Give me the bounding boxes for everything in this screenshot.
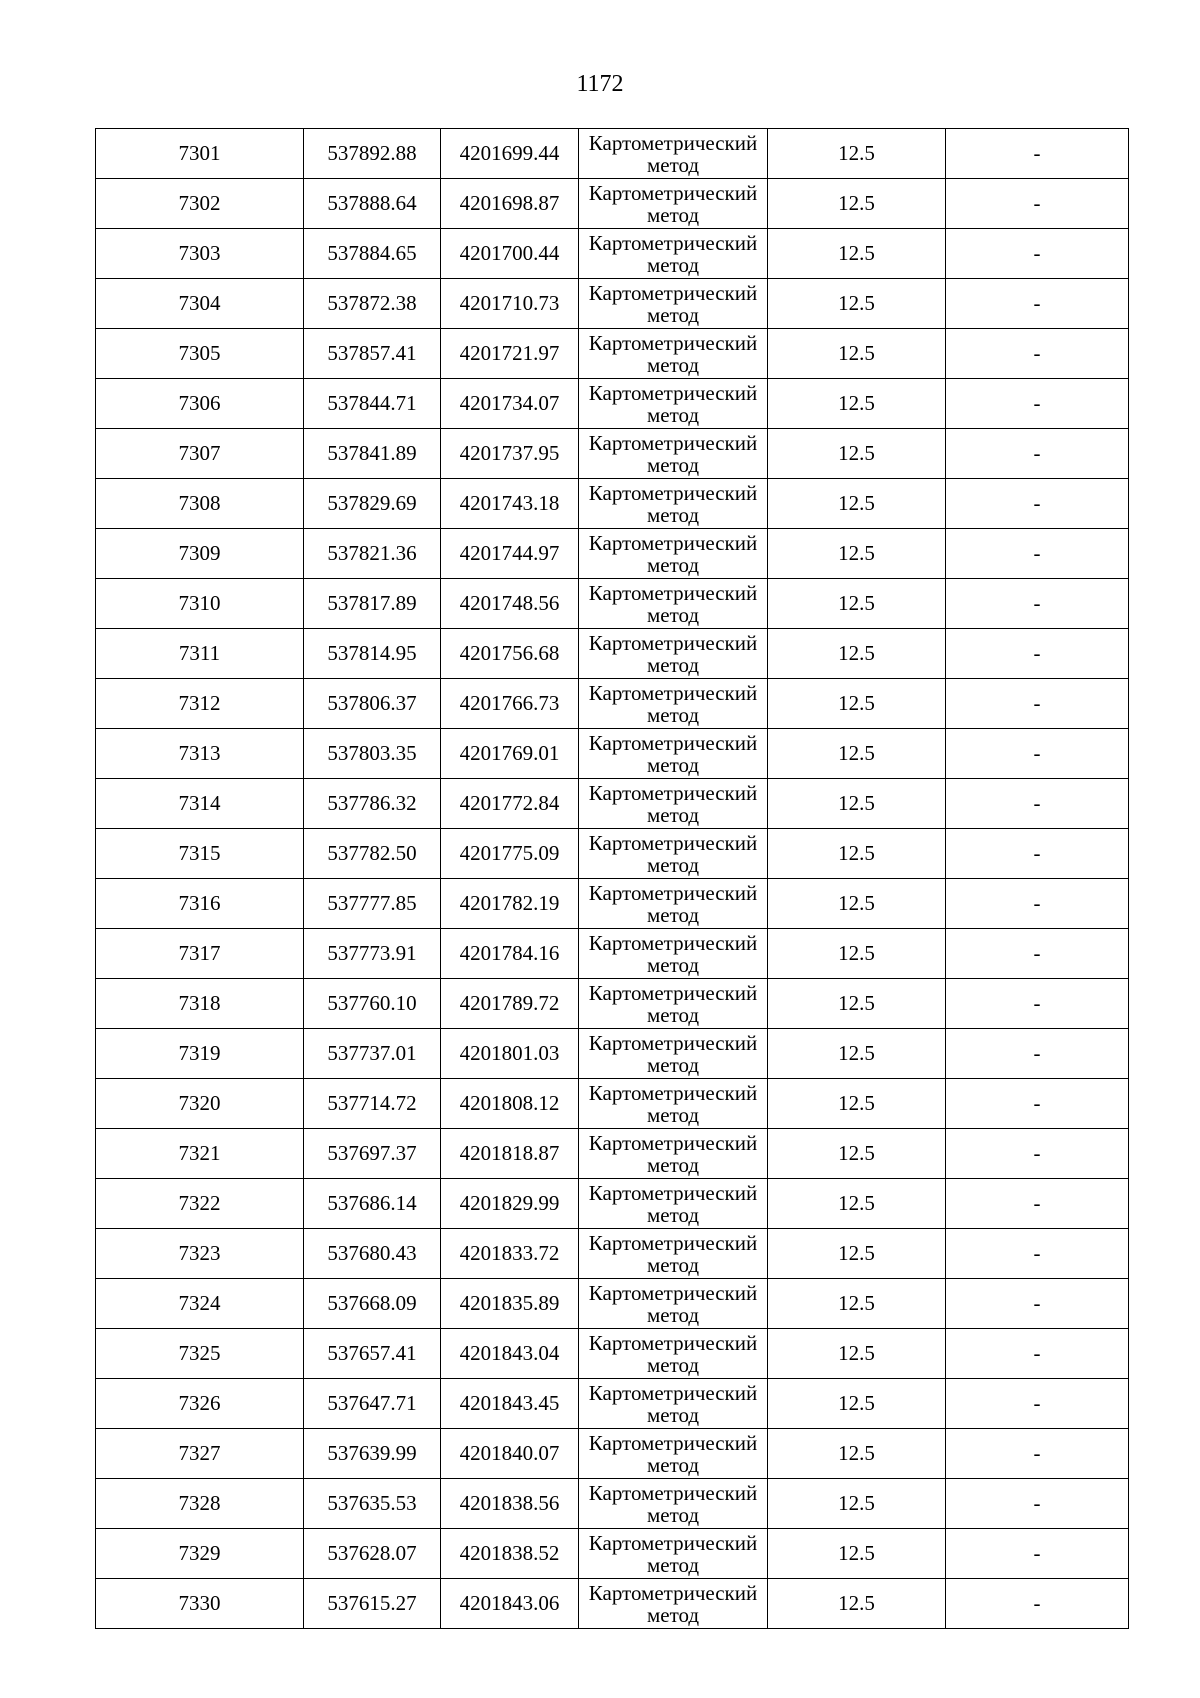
accuracy-cell: 12.5 (768, 1529, 946, 1579)
method-cell (579, 1379, 768, 1429)
note-cell: - (946, 879, 1129, 929)
table-row (96, 1479, 1129, 1529)
method-cell (579, 379, 768, 429)
method-line-2: метод (646, 1152, 700, 1177)
y-coordinate-cell: 4201775.09 (441, 829, 579, 879)
table-row (96, 1129, 1129, 1179)
method-cell (579, 179, 768, 229)
accuracy-cell: 12.5 (768, 1229, 946, 1279)
table-row (96, 579, 1129, 629)
table-row (96, 479, 1129, 529)
method-cell (579, 1429, 768, 1479)
x-coordinate-cell: 537841.89 (304, 429, 441, 479)
method-cell (579, 929, 768, 979)
method-line-1: Картометрический (588, 1080, 758, 1105)
x-coordinate-cell: 537821.36 (304, 529, 441, 579)
point-id-cell: 7312 (96, 679, 304, 729)
point-id-cell: 7320 (96, 1079, 304, 1129)
y-coordinate-cell: 4201699.44 (441, 129, 579, 179)
accuracy-cell: 12.5 (768, 329, 946, 379)
table-row (96, 1029, 1129, 1079)
point-id-cell: 7301 (96, 129, 304, 179)
point-id-cell: 7323 (96, 1229, 304, 1279)
accuracy-cell: 12.5 (768, 429, 946, 479)
point-id-cell: 7302 (96, 179, 304, 229)
y-coordinate-cell: 4201838.52 (441, 1529, 579, 1579)
accuracy-cell: 12.5 (768, 979, 946, 1029)
point-id-cell: 7328 (96, 1479, 304, 1529)
point-id-cell: 7309 (96, 529, 304, 579)
point-id-cell: 7318 (96, 979, 304, 1029)
point-id-cell: 7325 (96, 1329, 304, 1379)
table-row (96, 1579, 1129, 1629)
y-coordinate-cell: 4201721.97 (441, 329, 579, 379)
accuracy-cell: 12.5 (768, 1129, 946, 1179)
method-line-1: Картометрический (588, 480, 758, 505)
method-cell (579, 429, 768, 479)
y-coordinate-cell: 4201833.72 (441, 1229, 579, 1279)
accuracy-cell: 12.5 (768, 1279, 946, 1329)
method-line-2: метод (646, 852, 700, 877)
x-coordinate-cell: 537668.09 (304, 1279, 441, 1329)
x-coordinate-cell: 537635.53 (304, 1479, 441, 1529)
x-coordinate-cell: 537657.41 (304, 1329, 441, 1379)
x-coordinate-cell: 537680.43 (304, 1229, 441, 1279)
point-id-cell: 7315 (96, 829, 304, 879)
x-coordinate-cell: 537737.01 (304, 1029, 441, 1079)
method-cell (579, 779, 768, 829)
table-row (96, 1379, 1129, 1429)
accuracy-cell: 12.5 (768, 1379, 946, 1429)
method-line-2: метод (646, 252, 700, 277)
method-cell (579, 1229, 768, 1279)
method-line-2: метод (646, 1602, 700, 1627)
table-row (96, 129, 1129, 179)
point-id-cell: 7324 (96, 1279, 304, 1329)
accuracy-cell: 12.5 (768, 229, 946, 279)
x-coordinate-cell: 537714.72 (304, 1079, 441, 1129)
point-id-cell: 7304 (96, 279, 304, 329)
accuracy-cell: 12.5 (768, 179, 946, 229)
table-row (96, 429, 1129, 479)
method-line-2: метод (646, 802, 700, 827)
method-line-2: метод (646, 652, 700, 677)
method-line-1: Картометрический (588, 1480, 758, 1505)
y-coordinate-cell: 4201698.87 (441, 179, 579, 229)
x-coordinate-cell: 537806.37 (304, 679, 441, 729)
method-cell (579, 1329, 768, 1379)
table-row (96, 1279, 1129, 1329)
point-id-cell: 7310 (96, 579, 304, 629)
method-cell (579, 279, 768, 329)
x-coordinate-cell: 537888.64 (304, 179, 441, 229)
point-id-cell: 7307 (96, 429, 304, 479)
accuracy-cell: 12.5 (768, 479, 946, 529)
table-row (96, 629, 1129, 679)
note-cell: - (946, 1579, 1129, 1629)
accuracy-cell: 12.5 (768, 529, 946, 579)
method-line-2: метод (646, 1052, 700, 1077)
method-line-1: Картометрический (588, 980, 758, 1005)
accuracy-cell: 12.5 (768, 379, 946, 429)
method-line-1: Картометрический (588, 230, 758, 255)
method-line-1: Картометрический (588, 830, 758, 855)
method-line-1: Картометрический (588, 280, 758, 305)
table-row (96, 679, 1129, 729)
page-number: 1172 (576, 71, 624, 97)
method-cell (579, 1029, 768, 1079)
note-cell: - (946, 579, 1129, 629)
x-coordinate-cell: 537786.32 (304, 779, 441, 829)
accuracy-cell: 12.5 (768, 1329, 946, 1379)
method-line-2: метод (646, 1502, 700, 1527)
method-cell (579, 729, 768, 779)
accuracy-cell: 12.5 (768, 679, 946, 729)
y-coordinate-cell: 4201756.68 (441, 629, 579, 679)
method-cell (579, 1579, 768, 1629)
accuracy-cell: 12.5 (768, 829, 946, 879)
method-line-1: Картометрический (588, 1430, 758, 1455)
method-cell (579, 679, 768, 729)
point-id-cell: 7311 (96, 629, 304, 679)
coordinates-table (95, 128, 1129, 1629)
table-row (96, 729, 1129, 779)
accuracy-cell: 12.5 (768, 1179, 946, 1229)
x-coordinate-cell: 537697.37 (304, 1129, 441, 1179)
point-id-cell: 7329 (96, 1529, 304, 1579)
y-coordinate-cell: 4201769.01 (441, 729, 579, 779)
table-row (96, 1529, 1129, 1579)
note-cell: - (946, 1479, 1129, 1529)
point-id-cell: 7319 (96, 1029, 304, 1079)
method-cell (579, 329, 768, 379)
method-line-1: Картометрический (588, 1180, 758, 1205)
table-row (96, 1429, 1129, 1479)
note-cell: - (946, 729, 1129, 779)
method-line-1: Картометрический (588, 1030, 758, 1055)
point-id-cell: 7326 (96, 1379, 304, 1429)
note-cell: - (946, 429, 1129, 479)
method-line-2: метод (646, 752, 700, 777)
method-line-1: Картометрический (588, 180, 758, 205)
method-line-2: метод (646, 502, 700, 527)
x-coordinate-cell: 537639.99 (304, 1429, 441, 1479)
method-line-1: Картометрический (588, 930, 758, 955)
accuracy-cell: 12.5 (768, 1579, 946, 1629)
accuracy-cell: 12.5 (768, 879, 946, 929)
method-line-1: Картометрический (588, 1130, 758, 1155)
method-line-1: Картометрический (588, 1380, 758, 1405)
x-coordinate-cell: 537773.91 (304, 929, 441, 979)
method-cell (579, 1129, 768, 1179)
accuracy-cell: 12.5 (768, 1429, 946, 1479)
note-cell: - (946, 329, 1129, 379)
table-row (96, 779, 1129, 829)
point-id-cell: 7317 (96, 929, 304, 979)
note-cell: - (946, 529, 1129, 579)
y-coordinate-cell: 4201782.19 (441, 879, 579, 929)
note-cell: - (946, 1179, 1129, 1229)
coordinates-table-body (96, 129, 1129, 1629)
method-line-1: Картометрический (588, 1330, 758, 1355)
accuracy-cell: 12.5 (768, 129, 946, 179)
method-line-2: метод (646, 1352, 700, 1377)
table-row (96, 1229, 1129, 1279)
note-cell: - (946, 1329, 1129, 1379)
method-cell (579, 1079, 768, 1129)
method-cell (579, 879, 768, 929)
note-cell: - (946, 1429, 1129, 1479)
method-line-2: метод (646, 1302, 700, 1327)
note-cell: - (946, 1529, 1129, 1579)
y-coordinate-cell: 4201801.03 (441, 1029, 579, 1079)
note-cell: - (946, 629, 1129, 679)
method-line-1: Картометрический (588, 780, 758, 805)
y-coordinate-cell: 4201835.89 (441, 1279, 579, 1329)
y-coordinate-cell: 4201808.12 (441, 1079, 579, 1129)
method-line-1: Картометрический (588, 530, 758, 555)
method-line-1: Картометрический (588, 1530, 758, 1555)
table-row (96, 229, 1129, 279)
method-cell (579, 579, 768, 629)
method-line-2: метод (646, 352, 700, 377)
x-coordinate-cell: 537817.89 (304, 579, 441, 629)
method-line-2: метод (646, 602, 700, 627)
x-coordinate-cell: 537884.65 (304, 229, 441, 279)
table-row (96, 279, 1129, 329)
method-line-1: Картометрический (588, 130, 758, 155)
table-row (96, 379, 1129, 429)
method-line-2: метод (646, 1402, 700, 1427)
table-row (96, 929, 1129, 979)
y-coordinate-cell: 4201748.56 (441, 579, 579, 629)
y-coordinate-cell: 4201743.18 (441, 479, 579, 529)
method-cell (579, 1479, 768, 1529)
note-cell: - (946, 1379, 1129, 1429)
accuracy-cell: 12.5 (768, 729, 946, 779)
y-coordinate-cell: 4201843.04 (441, 1329, 579, 1379)
accuracy-cell: 12.5 (768, 1479, 946, 1529)
method-line-2: метод (646, 1452, 700, 1477)
note-cell: - (946, 1129, 1129, 1179)
method-line-1: Картометрический (588, 1280, 758, 1305)
note-cell: - (946, 179, 1129, 229)
method-line-2: метод (646, 1002, 700, 1027)
method-line-2: метод (646, 202, 700, 227)
note-cell: - (946, 779, 1129, 829)
y-coordinate-cell: 4201710.73 (441, 279, 579, 329)
point-id-cell: 7327 (96, 1429, 304, 1479)
accuracy-cell: 12.5 (768, 779, 946, 829)
note-cell: - (946, 979, 1129, 1029)
method-line-2: метод (646, 152, 700, 177)
table-row (96, 979, 1129, 1029)
x-coordinate-cell: 537872.38 (304, 279, 441, 329)
method-line-1: Картометрический (588, 680, 758, 705)
note-cell: - (946, 1079, 1129, 1129)
method-cell (579, 1179, 768, 1229)
table-row (96, 829, 1129, 879)
method-line-1: Картометрический (588, 880, 758, 905)
method-line-1: Картометрический (588, 730, 758, 755)
note-cell: - (946, 129, 1129, 179)
method-line-1: Картометрический (588, 630, 758, 655)
method-cell (579, 479, 768, 529)
x-coordinate-cell: 537892.88 (304, 129, 441, 179)
note-cell: - (946, 1229, 1129, 1279)
method-line-2: метод (646, 452, 700, 477)
x-coordinate-cell: 537782.50 (304, 829, 441, 879)
point-id-cell: 7306 (96, 379, 304, 429)
accuracy-cell: 12.5 (768, 1029, 946, 1079)
point-id-cell: 7330 (96, 1579, 304, 1629)
method-line-1: Картометрический (588, 1230, 758, 1255)
y-coordinate-cell: 4201843.45 (441, 1379, 579, 1429)
y-coordinate-cell: 4201734.07 (441, 379, 579, 429)
table-row (96, 1079, 1129, 1129)
accuracy-cell: 12.5 (768, 579, 946, 629)
note-cell: - (946, 1029, 1129, 1079)
y-coordinate-cell: 4201789.72 (441, 979, 579, 1029)
point-id-cell: 7316 (96, 879, 304, 929)
x-coordinate-cell: 537777.85 (304, 879, 441, 929)
x-coordinate-cell: 537647.71 (304, 1379, 441, 1429)
y-coordinate-cell: 4201784.16 (441, 929, 579, 979)
method-line-2: метод (646, 1202, 700, 1227)
x-coordinate-cell: 537803.35 (304, 729, 441, 779)
table-row (96, 179, 1129, 229)
method-line-2: метод (646, 402, 700, 427)
method-line-1: Картометрический (588, 580, 758, 605)
y-coordinate-cell: 4201772.84 (441, 779, 579, 829)
method-cell (579, 1529, 768, 1579)
point-id-cell: 7308 (96, 479, 304, 529)
method-line-2: метод (646, 552, 700, 577)
method-line-1: Картометрический (588, 1580, 758, 1605)
method-line-2: метод (646, 1102, 700, 1127)
y-coordinate-cell: 4201744.97 (441, 529, 579, 579)
y-coordinate-cell: 4201838.56 (441, 1479, 579, 1529)
method-line-2: метод (646, 1552, 700, 1577)
x-coordinate-cell: 537760.10 (304, 979, 441, 1029)
method-cell (579, 979, 768, 1029)
method-line-1: Картометрический (588, 330, 758, 355)
method-cell (579, 129, 768, 179)
table-row (96, 1179, 1129, 1229)
table-row (96, 529, 1129, 579)
point-id-cell: 7305 (96, 329, 304, 379)
method-cell (579, 829, 768, 879)
y-coordinate-cell: 4201840.07 (441, 1429, 579, 1479)
note-cell: - (946, 1279, 1129, 1329)
method-cell (579, 229, 768, 279)
point-id-cell: 7322 (96, 1179, 304, 1229)
note-cell: - (946, 279, 1129, 329)
note-cell: - (946, 379, 1129, 429)
accuracy-cell: 12.5 (768, 279, 946, 329)
method-line-2: метод (646, 302, 700, 327)
x-coordinate-cell: 537628.07 (304, 1529, 441, 1579)
method-line-1: Картометрический (588, 430, 758, 455)
y-coordinate-cell: 4201843.06 (441, 1579, 579, 1629)
point-id-cell: 7303 (96, 229, 304, 279)
method-cell (579, 1279, 768, 1329)
point-id-cell: 7314 (96, 779, 304, 829)
accuracy-cell: 12.5 (768, 629, 946, 679)
x-coordinate-cell: 537686.14 (304, 1179, 441, 1229)
method-cell (579, 629, 768, 679)
y-coordinate-cell: 4201700.44 (441, 229, 579, 279)
y-coordinate-cell: 4201829.99 (441, 1179, 579, 1229)
table-row (96, 329, 1129, 379)
table-row (96, 1329, 1129, 1379)
x-coordinate-cell: 537615.27 (304, 1579, 441, 1629)
note-cell: - (946, 929, 1129, 979)
note-cell: - (946, 829, 1129, 879)
y-coordinate-cell: 4201818.87 (441, 1129, 579, 1179)
x-coordinate-cell: 537814.95 (304, 629, 441, 679)
point-id-cell: 7313 (96, 729, 304, 779)
x-coordinate-cell: 537857.41 (304, 329, 441, 379)
y-coordinate-cell: 4201737.95 (441, 429, 579, 479)
method-line-2: метод (646, 1252, 700, 1277)
x-coordinate-cell: 537844.71 (304, 379, 441, 429)
accuracy-cell: 12.5 (768, 1079, 946, 1129)
note-cell: - (946, 479, 1129, 529)
table-row (96, 879, 1129, 929)
method-cell (579, 529, 768, 579)
note-cell: - (946, 229, 1129, 279)
note-cell: - (946, 679, 1129, 729)
accuracy-cell: 12.5 (768, 929, 946, 979)
method-line-2: метод (646, 952, 700, 977)
method-line-1: Картометрический (588, 380, 758, 405)
point-id-cell: 7321 (96, 1129, 304, 1179)
method-line-2: метод (646, 702, 700, 727)
x-coordinate-cell: 537829.69 (304, 479, 441, 529)
method-line-2: метод (646, 902, 700, 927)
y-coordinate-cell: 4201766.73 (441, 679, 579, 729)
